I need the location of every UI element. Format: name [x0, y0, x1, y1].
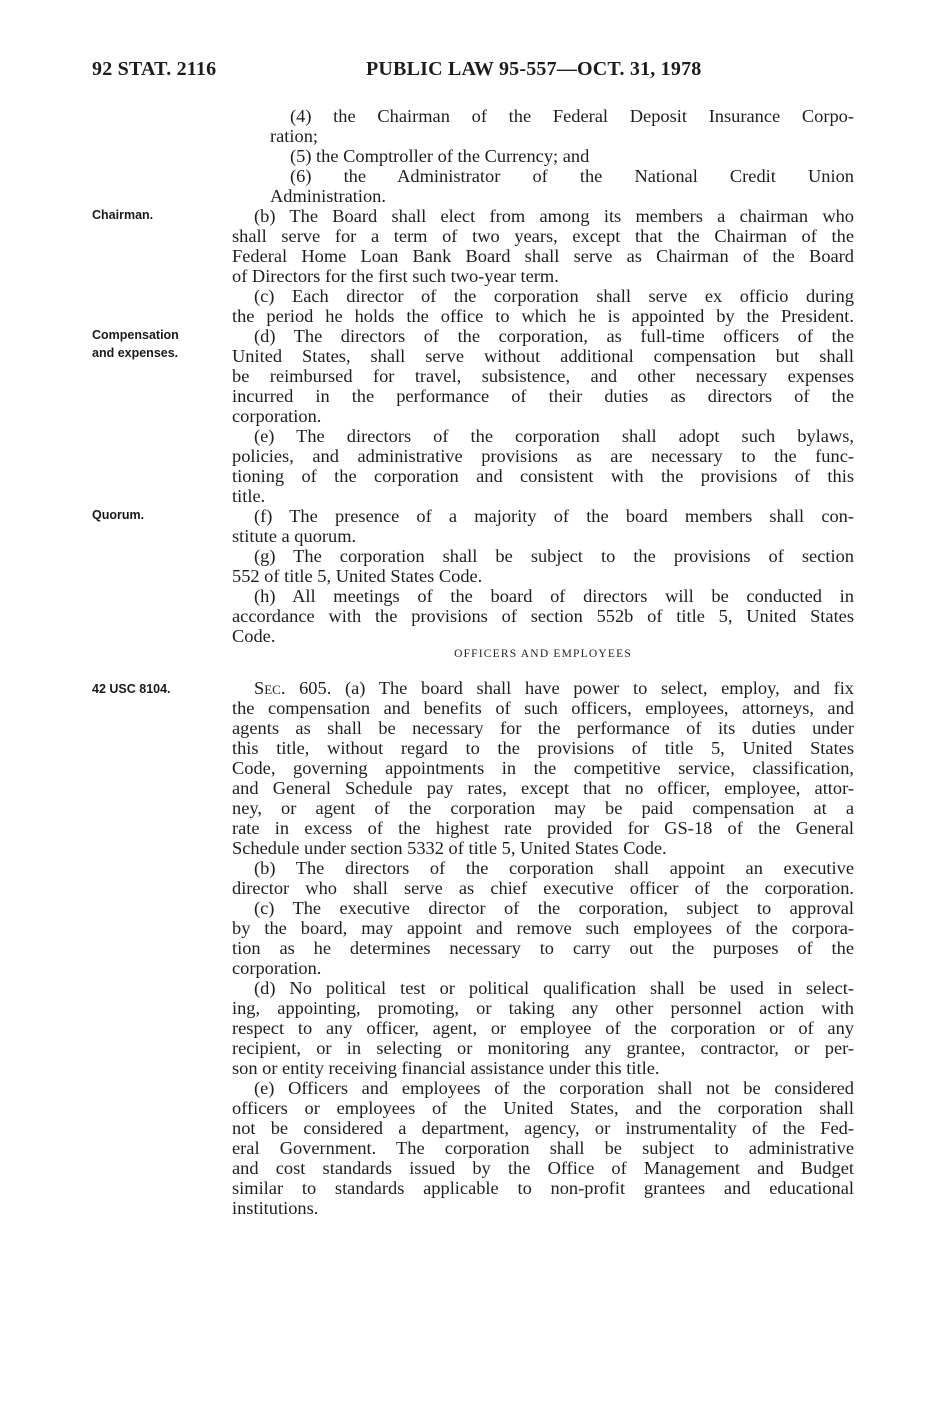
section-605-c-line: (c) The executive director of the corporation, subject to approval [254, 898, 854, 918]
section-605 [232, 678, 854, 1218]
section-605-e-line: officers or employees of the United States, and the corporation shall [232, 1098, 854, 1118]
subsection-d-line: (d) The directors of the corporation, as full-time officers of the [254, 326, 854, 346]
subsection-b-line: of Directors for the first such two-year term. [232, 266, 559, 286]
section-605-a-line: rate in excess of the highest rate provided for GS-18 of the General [232, 818, 854, 838]
paragraph-6-line: (6) the Administrator of the National Credit Union [290, 166, 854, 186]
margin-note-chairman: Chairman. [92, 208, 154, 222]
subsection-h-line: accordance with the provisions of section 552b of title 5, United States [232, 606, 854, 626]
stat-citation: 92 STAT. 2116 [92, 58, 217, 80]
subsection-h-line: Code. [232, 626, 276, 646]
subsection-g-line: (g) The corporation shall be subject to the provisions of section [254, 546, 854, 566]
margin-note-compensation-line-2: and expenses. [92, 346, 179, 360]
section-number: Sec. 605. [254, 678, 332, 698]
subsection-c-line: (c) Each director of the corporation shall serve ex officio during [254, 286, 854, 306]
subsection-d-line: corporation. [232, 406, 322, 426]
public-law-title: PUBLIC LAW 95-557—OCT. 31, 1978 [366, 58, 702, 80]
subsection-b-line: Federal Home Loan Bank Board shall serve as Chairman of the Board [232, 246, 854, 266]
section-605-a-text: (a) The board shall have power to select, employ, and fix [331, 678, 854, 698]
section-605-c-line: corporation. [232, 958, 322, 978]
section-605-a-line [232, 678, 854, 698]
section-605-a-line: the compensation and benefits of such officers, employees, attorneys, and [232, 698, 854, 718]
page-header [92, 58, 852, 86]
section-605-e-line: not be considered a department, agency, or instrumentality of the Fed- [232, 1118, 854, 1138]
section-heading-officers: OFFICERS AND EMPLOYEES [454, 648, 632, 660]
paragraph-5-line: (5) the Comptroller of the Currency; and [290, 146, 590, 166]
subsection-h-line: (h) All meetings of the board of directors will be conducted in [254, 586, 854, 606]
section-605-a-line: and General Schedule pay rates, except that no officer, employee, attor- [232, 778, 854, 798]
subsection-f-line: (f) The presence of a majority of the board members shall con- [254, 506, 854, 526]
section-605-c-line: tion as he determines necessary to carry out the purposes of the [232, 938, 854, 958]
section-605-d-line: ing, appointing, promoting, or taking any other personnel action with [232, 998, 854, 1018]
section-605-b-line: director who shall serve as chief executive officer of the corporation. [232, 878, 854, 898]
subsection-e-line: policies, and administrative provisions as are necessary to the func- [232, 446, 854, 466]
section-605-d-line: (d) No political test or political qualification shall be used in select- [254, 978, 854, 998]
subsection-b-line: (b) The Board shall elect from among its members a chairman who [254, 206, 854, 226]
subsection-e-line: tioning of the corporation and consistent with the provisions of this [232, 466, 854, 486]
section-605-d-line: respect to any officer, agent, or employee of the corporation or of any [232, 1018, 854, 1038]
subsection-e-line: title. [232, 486, 266, 506]
margin-note-compensation-line-1: Compensation [92, 328, 179, 342]
section-605-e-line: and cost standards issued by the Office of Management and Budget [232, 1158, 854, 1178]
subsection-g-line: 552 of title 5, United States Code. [232, 566, 483, 586]
subsection-b-line: shall serve for a term of two years, except that the Chairman of the [232, 226, 854, 246]
section-605-a-line: ney, or agent of the corporation may be paid compensation at a [232, 798, 854, 818]
section-605-e-line: (e) Officers and employees of the corporation shall not be considered [254, 1078, 854, 1098]
subsection-f-line: stitute a quorum. [232, 526, 357, 546]
subsection-e-line: (e) The directors of the corporation shall adopt such bylaws, [254, 426, 854, 446]
section-605-e-line: eral Government. The corporation shall be subject to administrative [232, 1138, 854, 1158]
section-605-a-line: Code, governing appointments in the competitive service, classification, [232, 758, 854, 778]
subsection-d-line: be reimbursed for travel, subsistence, and other necessary expenses [232, 366, 854, 386]
subsection-d-line: incurred in the performance of their duties as directors of the [232, 386, 854, 406]
subsection-d-line: United States, shall serve without additional compensation but shall [232, 346, 854, 366]
section-605-b-line: (b) The directors of the corporation shall appoint an executive [254, 858, 854, 878]
section-605-e-line: similar to standards applicable to non-profit grantees and educational [232, 1178, 854, 1198]
section-605-a-line: agents as shall be necessary for the performance of its duties under [232, 718, 854, 738]
section-604-continuation [232, 106, 854, 646]
margin-note-usc: 42 USC 8104. [92, 682, 171, 696]
section-605-a-line: Schedule under section 5332 of title 5, United States Code. [232, 838, 667, 858]
section-605-e-line: institutions. [232, 1198, 319, 1218]
paragraph-6-line: Administration. [270, 186, 386, 206]
section-605-a-line: this title, without regard to the provisions of title 5, United States [232, 738, 854, 758]
paragraph-4-line: ration; [270, 126, 319, 146]
paragraph-4-line: (4) the Chairman of the Federal Deposit Insurance Corpo- [290, 106, 854, 126]
section-605-d-line: recipient, or in selecting or monitoring any grantee, contractor, or per- [232, 1038, 854, 1058]
margin-note-quorum: Quorum. [92, 508, 145, 522]
subsection-c-line: the period he holds the office to which he is appointed by the President. [232, 306, 854, 326]
margin-note-compensation [92, 326, 212, 362]
section-605-c-line: by the board, may appoint and remove such employees of the corpora- [232, 918, 854, 938]
section-605-d-line: son or entity receiving financial assistance under this title. [232, 1058, 660, 1078]
